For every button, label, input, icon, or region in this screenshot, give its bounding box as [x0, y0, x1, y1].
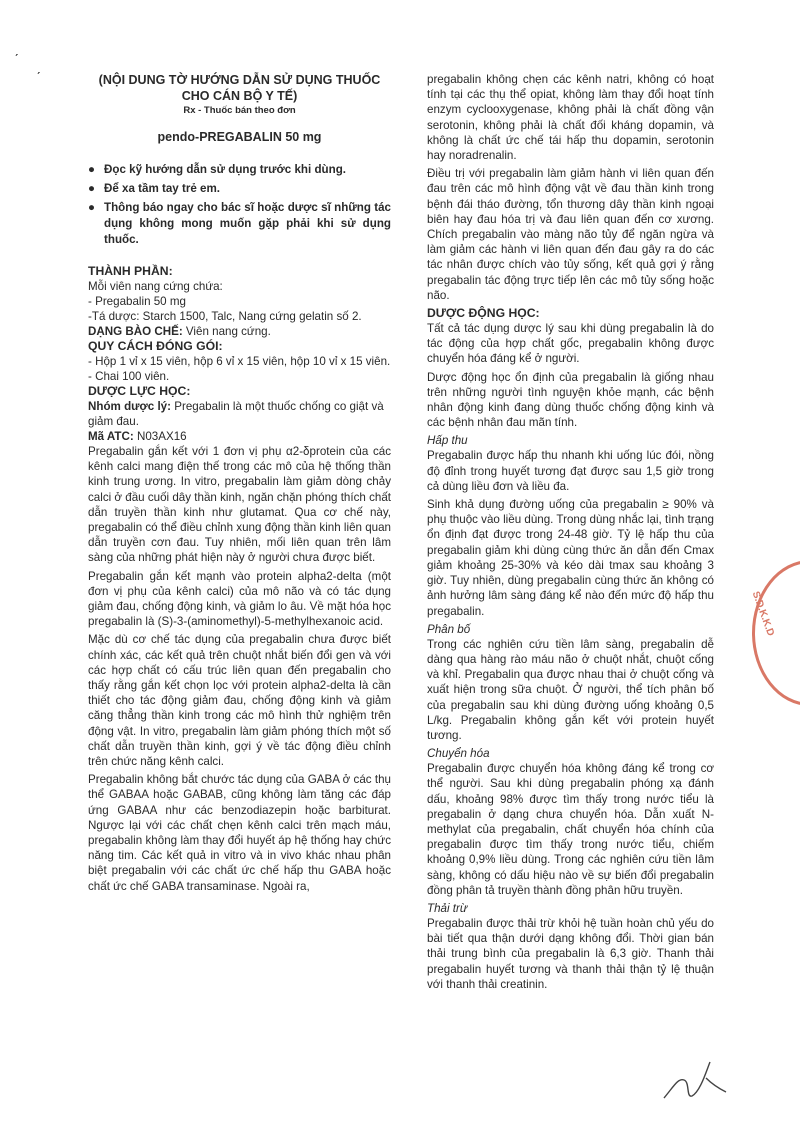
- pharmacodynamics-paragraph: Pregabalin không bắt chước tác dụng của GABA ở các thụ thể GABAA hoặc GABAB, cũng không làm tăng các đáp ứng GABAA như các benzodiazepin hoặc barbiturat. Ngược lại với các chất chẹn kênh calci trên mạch máu, pregabalin không làm thay đổi huyết áp hệ thống hay chức năng tim. Các kết quả in vitro và in vivo khác nhau phân biệt pregabalin với các chất ức chế hấp thu GABA hoặc chất ức chế GABA transaminase. Ngoài ra,: [88, 773, 391, 893]
- absorption-title: Hấp thu: [427, 434, 468, 448]
- warning-item: ● Thông báo ngay cho bác sĩ hoặc dược sĩ những tác dụng không mong muốn gặp phải khi sử dụng thuốc.: [88, 201, 391, 246]
- metabolism-paragraph: Pregabalin được chuyển hóa không đáng kể trong cơ thể người. Sau khi dùng pregabalin phóng xạ đánh dấu, khoảng 98% được tìm thấy trong nước tiểu là pregabalin ở dạng chưa chuyển hóa. Dẫn xuất N-methylat của pregabalin, chất chuyển hóa chính của pregabalin được tìm thấy trong nước tiểu, chiếm khoảng 0,9% liều dùng. Trong các nghiên cứu tiền lâm sàng, không có dấu hiệu nào về sự biến đổi pregabalin đồng phân tả truyền thành đồng phân hữu truyền.: [427, 762, 714, 897]
- document-title-line1: (NỘI DUNG TỜ HƯỚNG DẪN SỬ DỤNG THUỐC: [98, 73, 381, 87]
- absorption-paragraph: Pregabalin được hấp thu nhanh khi uống lúc đói, nồng độ đỉnh trong huyết tương đạt được sau 1,5 giờ trong cả dùng liều đơn và liều đa.: [427, 449, 714, 493]
- pharmacodynamics-paragraph: Mặc dù cơ chế tác dụng của pregabalin chưa được biết chính xác, các kết quả trên chuột nhắt biến đổi gen và với các hợp chất có cấu trúc liên quan đến pregabalin cho thấy rằng gắn kết chọn lọc với protein alpha2-delta là cần thiết cho tác động giảm đau, chống động kinh và giảm căng thẳng thần kinh trong các mô hình thử nghiệm trên động vật. In vitro, pregabalin làm giảm phóng thích một số chất dẫn truyền thần kinh, gợi ý về tác động điều chỉnh trên chức năng kênh calci.: [88, 633, 391, 769]
- pharmacodynamics-paragraph: Pregabalin gắn kết mạnh vào protein alpha2-delta (một đơn vị phụ của kênh calci) của mô não và có tác dụng giảm đau, chống động kinh, và giảm lo âu. Về mặt hóa học pregabalin là (S)-3-(aminomethyl)-5-methylhexanoic acid.: [88, 569, 391, 629]
- distribution-paragraph: Trong các nghiên cứu tiền lâm sàng, pregabalin dễ dàng qua hàng rào máu não ở chuột nhắt, chuột cống và khỉ. Pregabalin qua được nhau thai ở chuột cống và xuất hiện trong sữa chuột. Ở người, thể tích phân bố của pregabalin sau khi dùng đường uống khoảng 0,5 L/kg. Pregabalin không gắn kết với protein huyết tương.: [427, 637, 714, 742]
- elimination-paragraph: Pregabalin được thải trừ khỏi hệ tuần hoàn chủ yếu do bài tiết qua thận dưới dạng không đổi. Thời gian bán thải trung bình của pregabalin là 6,3 giờ. Thanh thải pregabalin huyết tương và thanh thải thận tỷ lệ thuận với thanh thải creatinin.: [427, 916, 714, 991]
- bullet-icon: ●: [88, 163, 96, 176]
- scan-mark: ˏ: [36, 58, 41, 74]
- warning-list: [88, 162, 391, 248]
- bullet-icon: ●: [88, 182, 96, 195]
- metabolism-title: Chuyển hóa: [427, 747, 490, 761]
- composition-intro: Mỗi viên nang cứng chứa:: [88, 280, 223, 293]
- pharmacokinetics-paragraph: Dược động học ổn định của pregabalin là giống nhau trên những người tình nguyện khỏe mạnh, các bệnh nhân động kinh đang dùng thuốc chống động kinh và các bệnh nhân đau mãn tính.: [427, 370, 714, 430]
- pharmacodynamics-paragraph: Pregabalin gắn kết với 1 đơn vị phụ α2-δprotein của các kênh calci mang điện thế trong các mô của hệ thống thần kinh trung ương. In vitro, pregabalin làm giảm dòng chảy calci ở đầu cuối dây thần kinh, ngăn chặn phóng thích chất dẫn truyền thần kinh như glutamat. Qua cơ chế này, pregabalin có thể điều chỉnh xung động thần kinh liên quan dẫn truyền cơn đau. Tuy nhiên, mối liên quan trên lâm sàng của những phát hiện này ở người chưa được biết.: [88, 445, 391, 565]
- warning-item: ● Đọc kỹ hướng dẫn sử dụng trước khi dùng.: [88, 163, 346, 176]
- pharmacodynamics-paragraph: pregabalin không chẹn các kênh natri, không có hoạt tính tại các thụ thể opiat, không làm thay đổi hoạt tính enzym cyclooxygenase, không phải là chất đồng vận serotonin, không phải là chất đối kháng dopamin, và không là chất ức chế tái hấp thu dopamin, serotonin hay noradrenalin.: [427, 73, 714, 163]
- bullet-icon: ●: [88, 201, 96, 214]
- composition-active: - Pregabalin 50 mg: [88, 295, 186, 308]
- pharmacodynamics-paragraph: Điều trị với pregabalin làm giảm hành vi liên quan đến đau trên các mô hình động vật về đau thần kinh trong bệnh đái tháo đường, tổn thương dây thần kinh ngoại biên hay đau hóa trị và đau liên quan đến cơ xương. Chích pregabalin vào màng não tủy để ngăn ngừa và làm giảm các hành vi liên quan đến đau gây ra do các tác nhân được chích vào tủy sống, kết quả gợi ý rằng pregabalin tác động trực tiếp lên các mô tủy sống hoặc não.: [427, 167, 714, 302]
- pharmacological-group: Nhóm dược lý: Pregabalin là một thuốc chống co giật và giảm đau.: [88, 400, 384, 428]
- signature-icon: [660, 1058, 730, 1108]
- product-name: pendo-PREGABALIN 50 mg: [157, 130, 322, 144]
- atc-code: Mã ATC: N03AX16: [88, 430, 187, 443]
- rx-note: Rx - Thuốc bán theo đơn: [183, 105, 296, 116]
- distribution-title: Phân bố: [427, 622, 471, 636]
- right-column: [427, 72, 714, 995]
- packaging-line2: - Chai 100 viên.: [88, 370, 170, 383]
- document-title-line2: CHO CÁN BỘ Y TẾ): [181, 89, 298, 103]
- dosage-form: DẠNG BÀO CHẾ: Viên nang cứng.: [88, 325, 271, 338]
- warning-item: ● Để xa tầm tay trẻ em.: [88, 182, 220, 195]
- scan-mark: ˏ: [14, 40, 19, 56]
- pharmacodynamics-heading: DƯỢC LỰC HỌC:: [88, 384, 191, 398]
- stamp-text: S.Đ.K.K.D: [749, 590, 776, 638]
- packaging-line1: - Hộp 1 vỉ x 15 viên, hộp 6 vỉ x 15 viên, hộp 10 vỉ x 15 viên.: [88, 355, 391, 368]
- left-column: [88, 72, 391, 897]
- elimination-title: Thải trừ: [427, 901, 468, 915]
- composition-heading: THÀNH PHẦN:: [88, 264, 173, 278]
- packaging-heading: QUY CÁCH ĐÓNG GÓI:: [88, 339, 223, 353]
- pharmacokinetics-heading: DƯỢC ĐỘNG HỌC:: [427, 306, 540, 321]
- absorption-paragraph: Sinh khả dụng đường uống của pregabalin ≥ 90% và phụ thuộc vào liều dùng. Trong dùng nhắc lại, tình trạng ổn định đạt được trong 24-48 giờ. Tỷ lệ hấp thu của pregabalin giảm khi dùng cùng thức ăn dẫn đến Cmax giảm khoảng 25-30% và kéo dài tmax sau khoảng 3 giờ. Tuy nhiên, dùng pregabalin cùng thức ăn không có ảnh hưởng lâm sàng đáng kể nào đến mức độ hấp thu pregabalin.: [427, 498, 714, 618]
- composition-excipients: -Tá dược: Starch 1500, Talc, Nang cứng gelatin số 2.: [88, 310, 362, 323]
- pharmacokinetics-paragraph: Tất cả tác dụng dược lý sau khi dùng pregabalin là do tác động của hợp chất gốc, pregabalin không được chuyển hóa đáng kể ở người.: [427, 322, 714, 366]
